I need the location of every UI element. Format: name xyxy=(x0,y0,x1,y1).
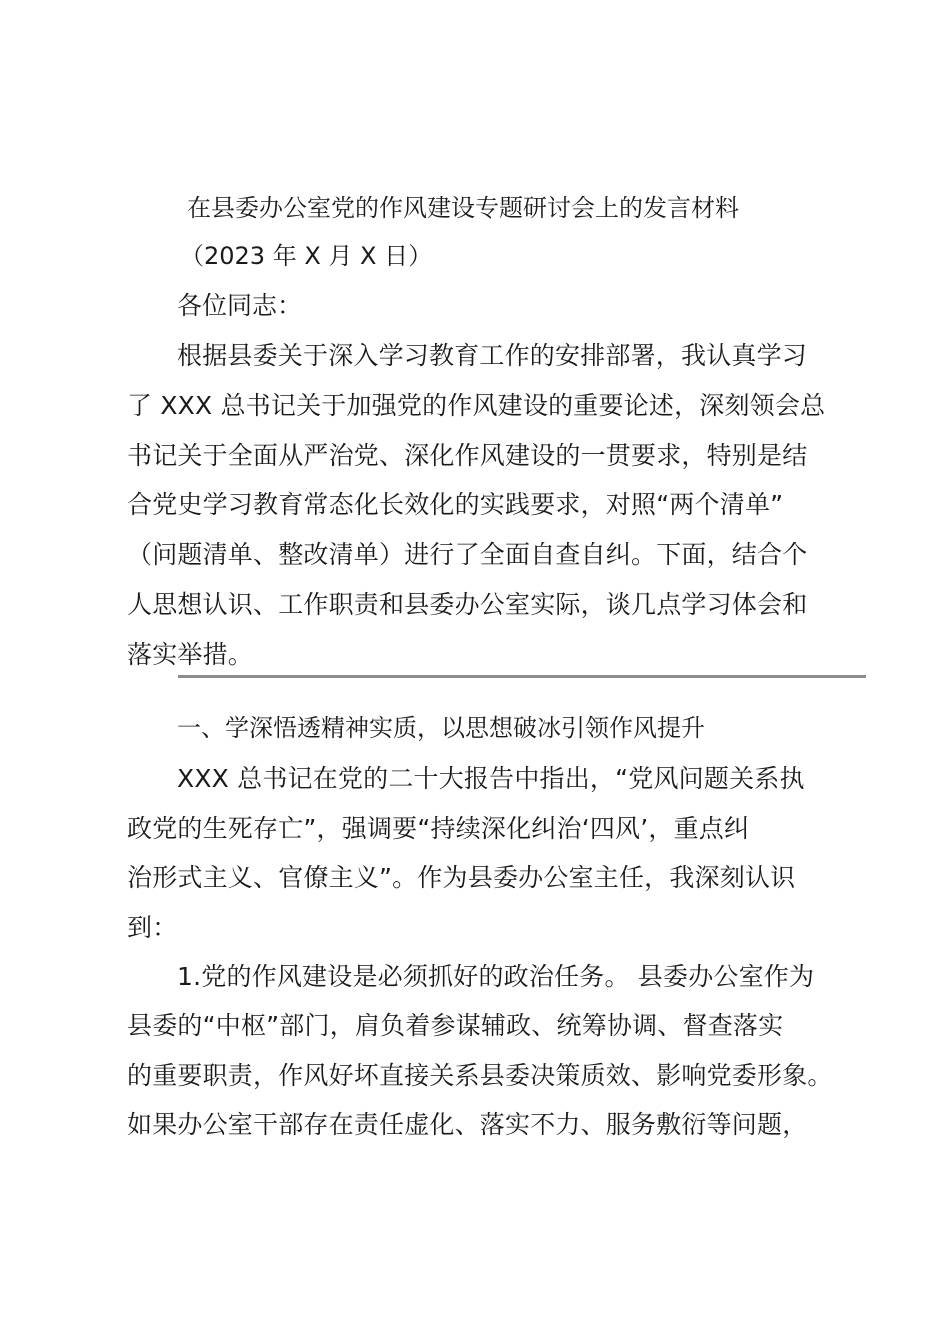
greeting: 各位同志： xyxy=(177,291,303,320)
paragraph-line: 了 XXX 总书记关于加强党的作风建设的重要论述，深刻领会总 xyxy=(127,391,826,420)
paragraph-line: 根据县委关于深入学习教育工作的安排部署，我认真学习 xyxy=(177,341,808,370)
paragraph-line: 如果办公室干部存在责任虚化、落实不力、服务敷衍等问题， xyxy=(127,1110,808,1139)
paragraph-line: （问题清单、整改清单）进行了全面自查自纠。下面，结合个 xyxy=(127,540,808,569)
paragraph-line: 合党史学习教育常态化长效化的实践要求，对照“两个清单” xyxy=(127,490,784,519)
document-title: 在县委办公室党的作风建设专题研讨会上的发言材料 xyxy=(187,194,739,222)
paragraph-line: 的重要职责，作风好坏直接关系县委决策质效、影响党委形象。 xyxy=(127,1061,833,1090)
paragraph-line: 人思想认识、工作职责和县委办公室实际，谈几点学习体会和 xyxy=(127,590,808,619)
paragraph-line: 书记关于全面从严治党、深化作风建设的一贯要求，特别是结 xyxy=(127,441,808,470)
paragraph-line: 到： xyxy=(127,913,178,942)
divider xyxy=(178,675,866,678)
document-date: （2023 年 X 月 X 日） xyxy=(180,242,433,270)
paragraph-line: 1.党的作风建设是必须抓好的政治任务。 县委办公室作为 xyxy=(177,962,815,991)
section-heading: 一、学深悟透精神实质，以思想破冰引领作风提升 xyxy=(177,714,705,742)
paragraph-line: 县委的“中枢”部门，肩负着参谋辅政、统筹协调、督查落实 xyxy=(127,1011,784,1040)
paragraph-line: 政党的生死存亡”，强调要“持续深化纠治‘四风’，重点纠 xyxy=(127,814,750,843)
paragraph-line: 落实举措。 xyxy=(127,640,254,669)
paragraph-line: 治形式主义、官僚主义”。作为县委办公室主任，我深刻认识 xyxy=(127,863,796,892)
paragraph-line: XXX 总书记在党的二十大报告中指出，“党风问题关系执 xyxy=(177,764,805,793)
